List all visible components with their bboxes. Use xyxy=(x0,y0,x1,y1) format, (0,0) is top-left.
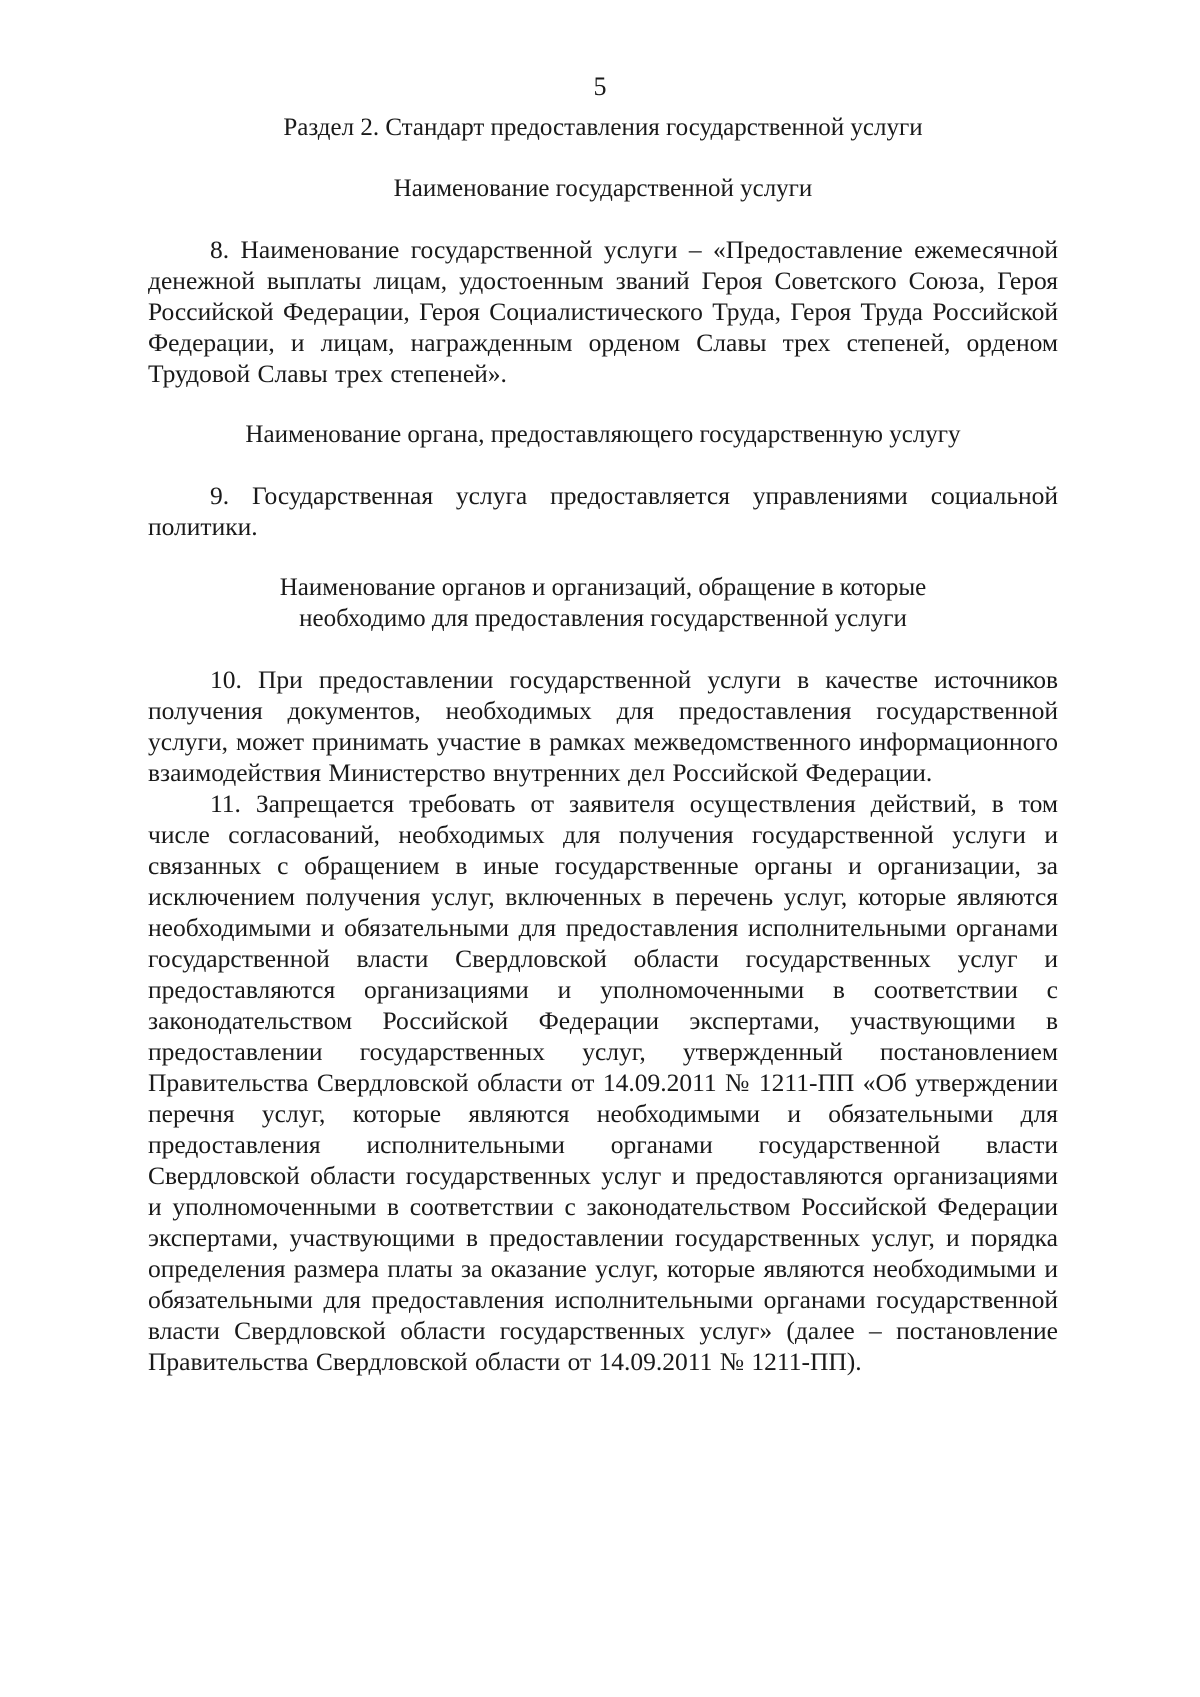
paragraph-9: 9. Государственная услуга предоставляется управлениями социальной политики. xyxy=(148,481,1058,541)
paragraph-10: 10. При предоставлении государственной услуги в качестве источников получения документов, необходимых для предоставления государственной услуги, может принимать участие в рамках межведомственного информационного взаимодействия Министерство внутренних дел Российской Федерации. xyxy=(148,665,1058,787)
subheading-organizations: Наименование органов и организаций, обращение в которые необходимо для предоставления государственной услуги xyxy=(279,574,927,632)
subheading-authority: Наименование органа, предоставляющего государственную услугу xyxy=(245,421,961,448)
paragraph-11: 11. Запрещается требовать от заявителя осуществления действий, в том числе согласований, необходимых для получения государственной услуги и связанных с обращением в иные государственные органы и организации, за исключением получения услуг, включенных в перечень услуг, которые являются необходимыми и обязательными для предоставления исполнительными органами государственной власти Свердловской области государственных услуг и предоставляются организациями и уполномоченными в соответствии с законодательством Российской Федерации экспертами, участвующими в предоставлении государственных услуг, утвержденный постановлением Правительства Свердловской области от 14.09.2011 № 1211-ПП «Об утверждении перечня услуг, которые являются необходимыми и обязательными для предоставления исполнительными органами государственной власти Свердловской области государственных услуг и предоставляются организациями и уполномоченными в соответствии с законодательством Российской Федерации экспертами, участвующими в предоставлении государственных услуг, и порядка определения размера платы за оказание услуг, которые являются необходимыми и обязательными для предоставления исполнительными органами государственной власти Свердловской области государственных услуг» (далее – постановление Правительства Свердловской области от 14.09.2011 № 1211-ПП). xyxy=(148,789,1058,1376)
page-content xyxy=(148,112,1058,1377)
paragraph-8: 8. Наименование государственной услуги – «Предоставление ежемесячной денежной выплаты лицам, удостоенным званий Героя Советского Союза, Героя Российской Федерации, Героя Социалистического Труда, Героя Труда Российской Федерации, и лицам, награжденным орденом Славы трех степеней, орденом Трудовой Славы трех степеней». xyxy=(148,235,1058,388)
section-title: Раздел 2. Стандарт предоставления государственной услуги xyxy=(283,114,923,141)
page-number: 5 xyxy=(593,72,607,101)
subheading-service-name: Наименование государственной услуги xyxy=(393,175,813,202)
